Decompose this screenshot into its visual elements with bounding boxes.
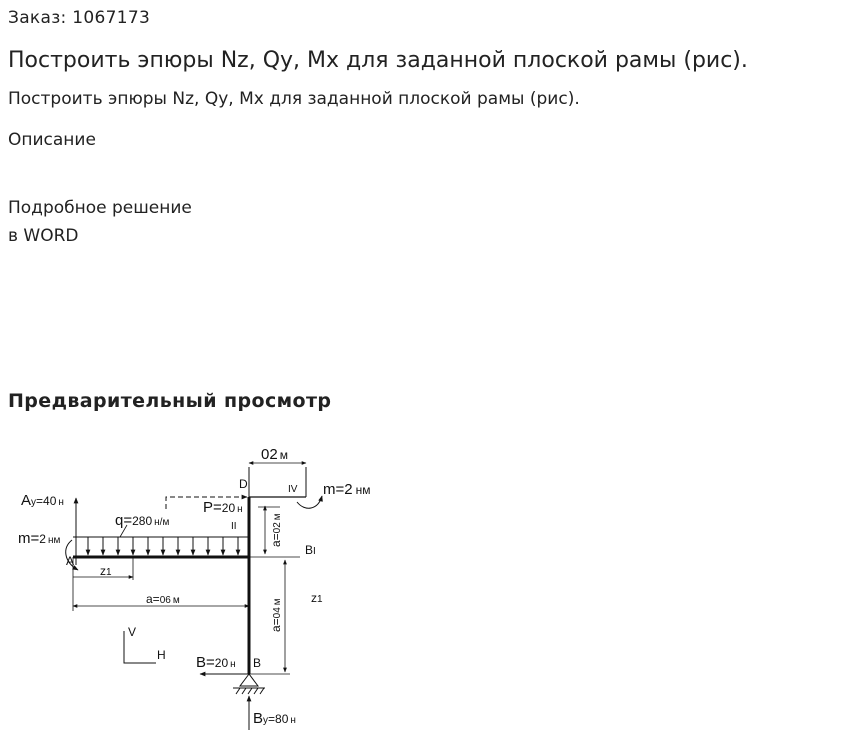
dim-top-label: 02 м: [261, 446, 288, 463]
label-ii: II: [231, 521, 237, 532]
frame-diagram-image: [0, 430, 420, 739]
preview-heading: Предварительный просмотр: [8, 390, 332, 412]
moment-right-arrow: [297, 496, 322, 508]
description-heading: Описание: [8, 130, 96, 150]
page-subtitle: Построить эпюры Nz, Qy, Mx для заданной плоской рамы (рис).: [8, 89, 580, 109]
z1-label: z1: [100, 564, 112, 578]
force-p-label: P=20 н: [203, 499, 243, 516]
reaction-ay-label: Ay=40 н: [21, 492, 64, 509]
axis-h-label: H: [157, 648, 166, 662]
order-number: Заказ: 1067173: [8, 8, 151, 28]
reaction-bx-label: B=20 н: [196, 654, 236, 671]
moment-left-label: m=2 нм: [18, 530, 61, 547]
reaction-by-label: By=80 н: [253, 710, 296, 727]
dim-a06-label: a=06 м: [146, 592, 180, 606]
dim-a04-label: a=04м: [269, 598, 283, 632]
description-line: в WORD: [8, 226, 79, 246]
z2-label: z1: [311, 591, 323, 605]
description-body: [8, 194, 192, 250]
label-a: A: [66, 554, 75, 568]
label-iv: IV: [288, 484, 298, 495]
label-d: D: [239, 477, 248, 491]
load-q-label: q=280 н/м: [115, 512, 170, 529]
moment-right-label: m=2 нм: [323, 481, 371, 498]
dim-a02-label: a=02м: [269, 513, 283, 547]
label-b1: BI: [305, 543, 316, 557]
label-b: B: [253, 656, 262, 670]
page-title: Построить эпюры Nz, Qy, Mx для заданной плоской рамы (рис).: [8, 48, 748, 73]
axis-v-label: V: [128, 625, 137, 639]
description-line: Подробное решение: [8, 198, 192, 218]
pin-support: [233, 674, 265, 694]
distributed-load: [73, 525, 249, 555]
